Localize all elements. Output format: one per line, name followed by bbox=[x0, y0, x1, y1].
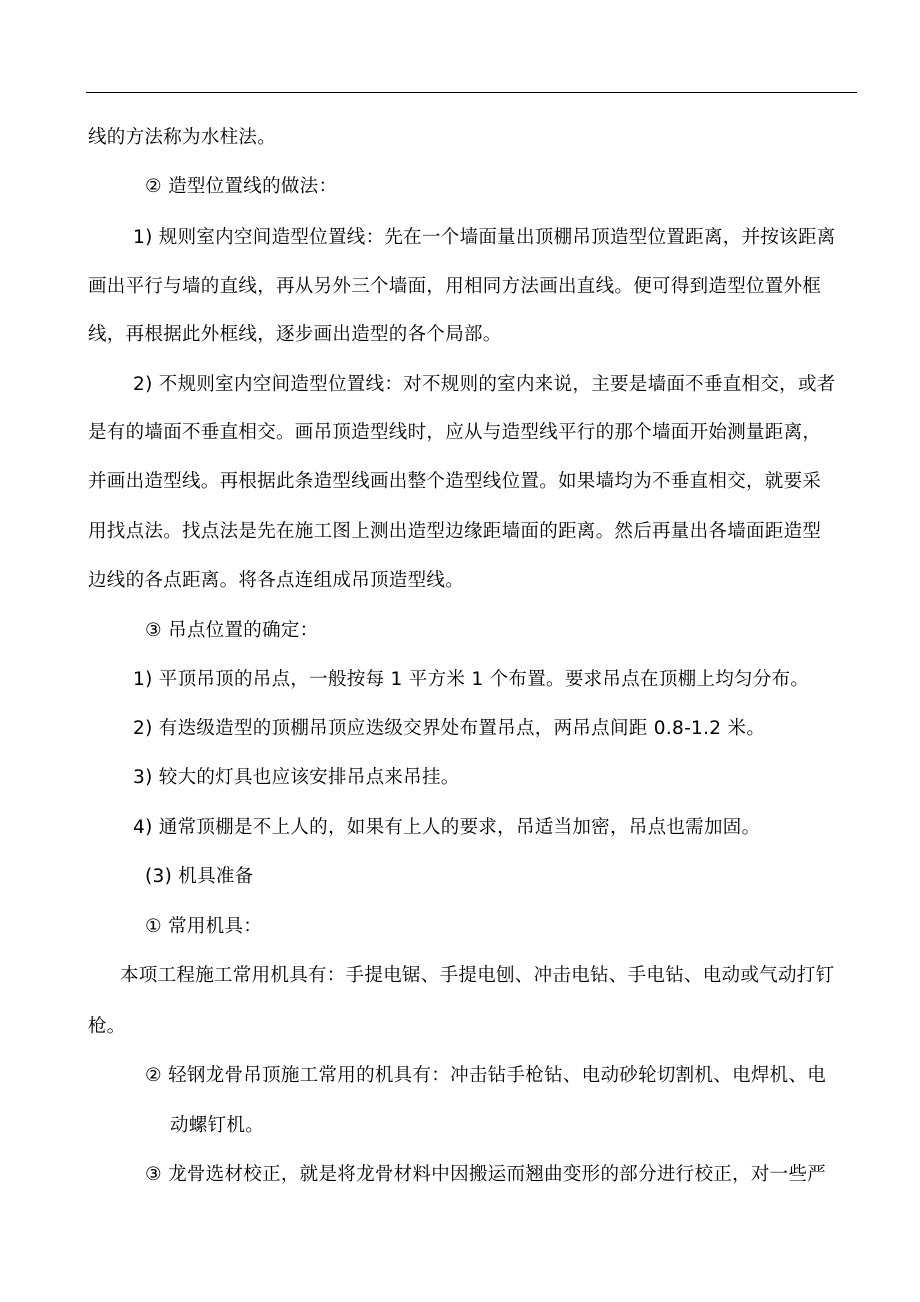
text-line: 线的方法称为水柱法。 bbox=[88, 127, 277, 148]
text-line: 边线的各点距离。将各点连组成吊顶造型线。 bbox=[88, 570, 465, 591]
text-line: 4) 通常顶棚是不上人的，如果有上人的要求，吊适当加密，吊点也需加固。 bbox=[133, 817, 761, 838]
text-line: 枪。 bbox=[88, 1016, 126, 1037]
text-line: 动螺钉机。 bbox=[170, 1115, 265, 1136]
text-line: 2) 有迭级造型的顶棚吊顶应迭级交界处布置吊点，两吊点间距 0.8-1.2 米。 bbox=[133, 718, 766, 739]
text-line: 2) 不规则室内空间造型位置线：对不规则的室内来说，主要是墙面不垂直相交，或者 bbox=[133, 374, 836, 395]
header-rule bbox=[86, 92, 857, 93]
text-line: 线，再根据此外框线，逐步画出造型的各个局部。 bbox=[88, 324, 502, 345]
text-line: 画出平行与墙的直线，再从另外三个墙面，用相同方法画出直线。便可得到造型位置外框 bbox=[88, 276, 822, 297]
text-line: 本项工程施工常用机具有：手提电锯、手提电刨、冲击电钻、手电钻、电动或气动打钉 bbox=[120, 965, 835, 986]
text-line: 并画出造型线。再根据此条造型线画出整个造型线位置。如果墙均为不垂直相交，就要采 bbox=[88, 471, 822, 492]
text-line: 用找点法。找点法是先在施工图上测出造型边缘距墙面的距离。然后再量出各墙面距造型 bbox=[88, 521, 822, 542]
text-line: (3) 机具准备 bbox=[145, 866, 254, 887]
text-line: ③ 龙骨选材校正，就是将龙骨材料中因搬运而翘曲变形的部分进行校正，对一些严 bbox=[145, 1164, 827, 1185]
text-line: 1) 规则室内空间造型位置线：先在一个墙面量出顶棚吊顶造型位置距离，并按该距离 bbox=[133, 227, 836, 248]
text-line: 1) 平顶吊顶的吊点，一般按每 1 平方米 1 个布置。要求吊点在顶棚上均匀分布。 bbox=[133, 669, 810, 690]
text-line: ① 常用机具： bbox=[145, 916, 263, 937]
text-line: ② 轻钢龙骨吊顶施工常用的机具有：冲击钻手枪钻、电动砂轮切割机、电焊机、电 bbox=[145, 1065, 827, 1086]
text-line: ② 造型位置线的做法： bbox=[145, 176, 338, 197]
text-line: ③ 吊点位置的确定： bbox=[145, 620, 319, 641]
text-line: 是有的墙面不垂直相交。画吊顶造型线时，应从与造型线平行的那个墙面开始测量距离， bbox=[88, 422, 822, 443]
text-line: 3) 较大的灯具也应该安排吊点来吊挂。 bbox=[133, 767, 460, 788]
